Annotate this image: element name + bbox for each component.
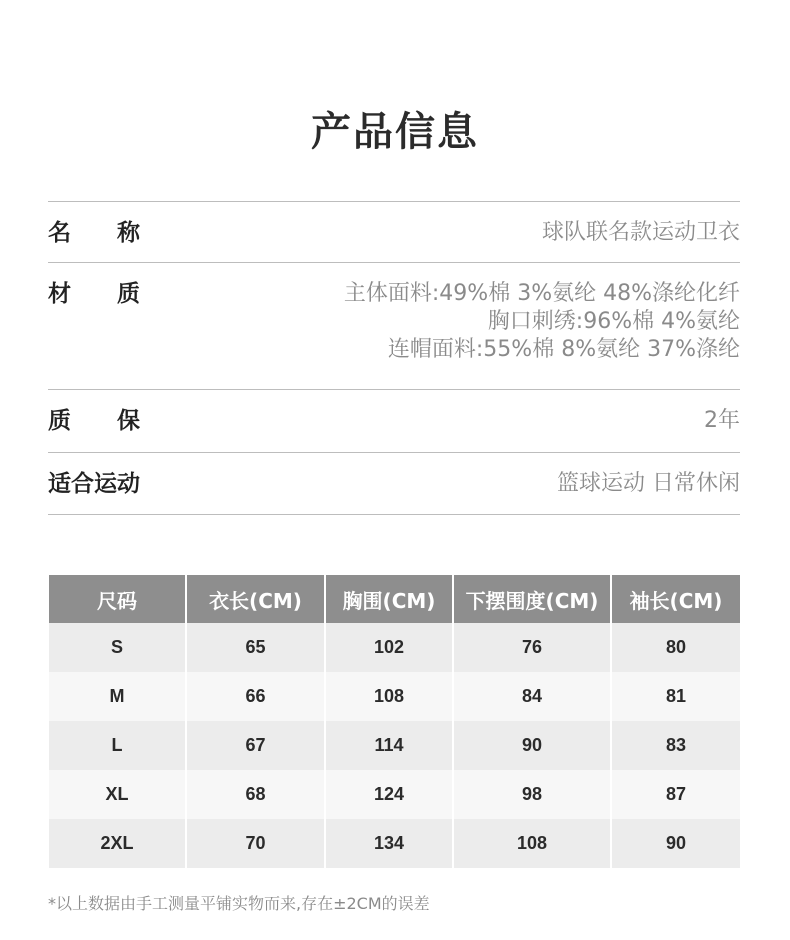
size-table-header xyxy=(49,575,740,623)
cell-sleeve: 83 xyxy=(611,721,740,770)
cell-length: 65 xyxy=(186,623,325,672)
material-value xyxy=(344,280,740,364)
sport-label: 适合运动 xyxy=(48,471,140,497)
material-line: 连帽面料:55%棉 8%氨纶 37%涤纶 xyxy=(387,337,740,362)
measurement-note: *以上数据由手工测量平铺实物而来,存在±2CM的误差 xyxy=(48,894,430,913)
info-row-sport xyxy=(48,452,740,515)
cell-length: 67 xyxy=(186,721,325,770)
cell-size: XL xyxy=(49,770,186,819)
info-row-name xyxy=(48,201,740,262)
page-title: 产品信息 xyxy=(311,109,479,155)
cell-sleeve: 81 xyxy=(611,672,740,721)
cell-length: 66 xyxy=(186,672,325,721)
cell-sleeve: 87 xyxy=(611,770,740,819)
header-chest: 胸围(CM) xyxy=(325,575,453,623)
warranty-value: 2年 xyxy=(704,408,740,433)
cell-length: 68 xyxy=(186,770,325,819)
cell-chest: 102 xyxy=(325,623,453,672)
table-row xyxy=(49,672,740,721)
cell-hem: 108 xyxy=(453,819,611,868)
header-length: 衣长(CM) xyxy=(186,575,325,623)
cell-sleeve: 90 xyxy=(611,819,740,868)
name-label: 名 称 xyxy=(48,220,140,246)
cell-chest: 124 xyxy=(325,770,453,819)
table-row xyxy=(49,819,740,868)
material-label: 材 质 xyxy=(48,281,140,307)
cell-size: 2XL xyxy=(49,819,186,868)
cell-chest: 114 xyxy=(325,721,453,770)
sport-value: 篮球运动 日常休闲 xyxy=(557,471,740,496)
cell-length: 70 xyxy=(186,819,325,868)
cell-hem: 84 xyxy=(453,672,611,721)
size-table xyxy=(49,575,740,868)
cell-size: S xyxy=(49,623,186,672)
info-row-warranty xyxy=(48,389,740,452)
material-line: 主体面料:49%棉 3%氨纶 48%涤纶化纤 xyxy=(343,281,740,306)
info-row-material xyxy=(48,262,740,389)
table-row xyxy=(49,770,740,819)
cell-size: M xyxy=(49,672,186,721)
table-row xyxy=(49,623,740,672)
name-value: 球队联名款运动卫衣 xyxy=(541,220,740,245)
table-row xyxy=(49,721,740,770)
header-hem: 下摆围度(CM) xyxy=(453,575,611,623)
cell-chest: 134 xyxy=(325,819,453,868)
header-size: 尺码 xyxy=(49,575,186,623)
cell-sleeve: 80 xyxy=(611,623,740,672)
cell-chest: 108 xyxy=(325,672,453,721)
header-sleeve: 袖长(CM) xyxy=(611,575,740,623)
warranty-label: 质 保 xyxy=(48,408,140,434)
cell-hem: 76 xyxy=(453,623,611,672)
product-info-list xyxy=(48,201,740,515)
cell-hem: 90 xyxy=(453,721,611,770)
cell-hem: 98 xyxy=(453,770,611,819)
material-line: 胸口刺绣:96%棉 4%氨纶 xyxy=(487,309,740,334)
cell-size: L xyxy=(49,721,186,770)
